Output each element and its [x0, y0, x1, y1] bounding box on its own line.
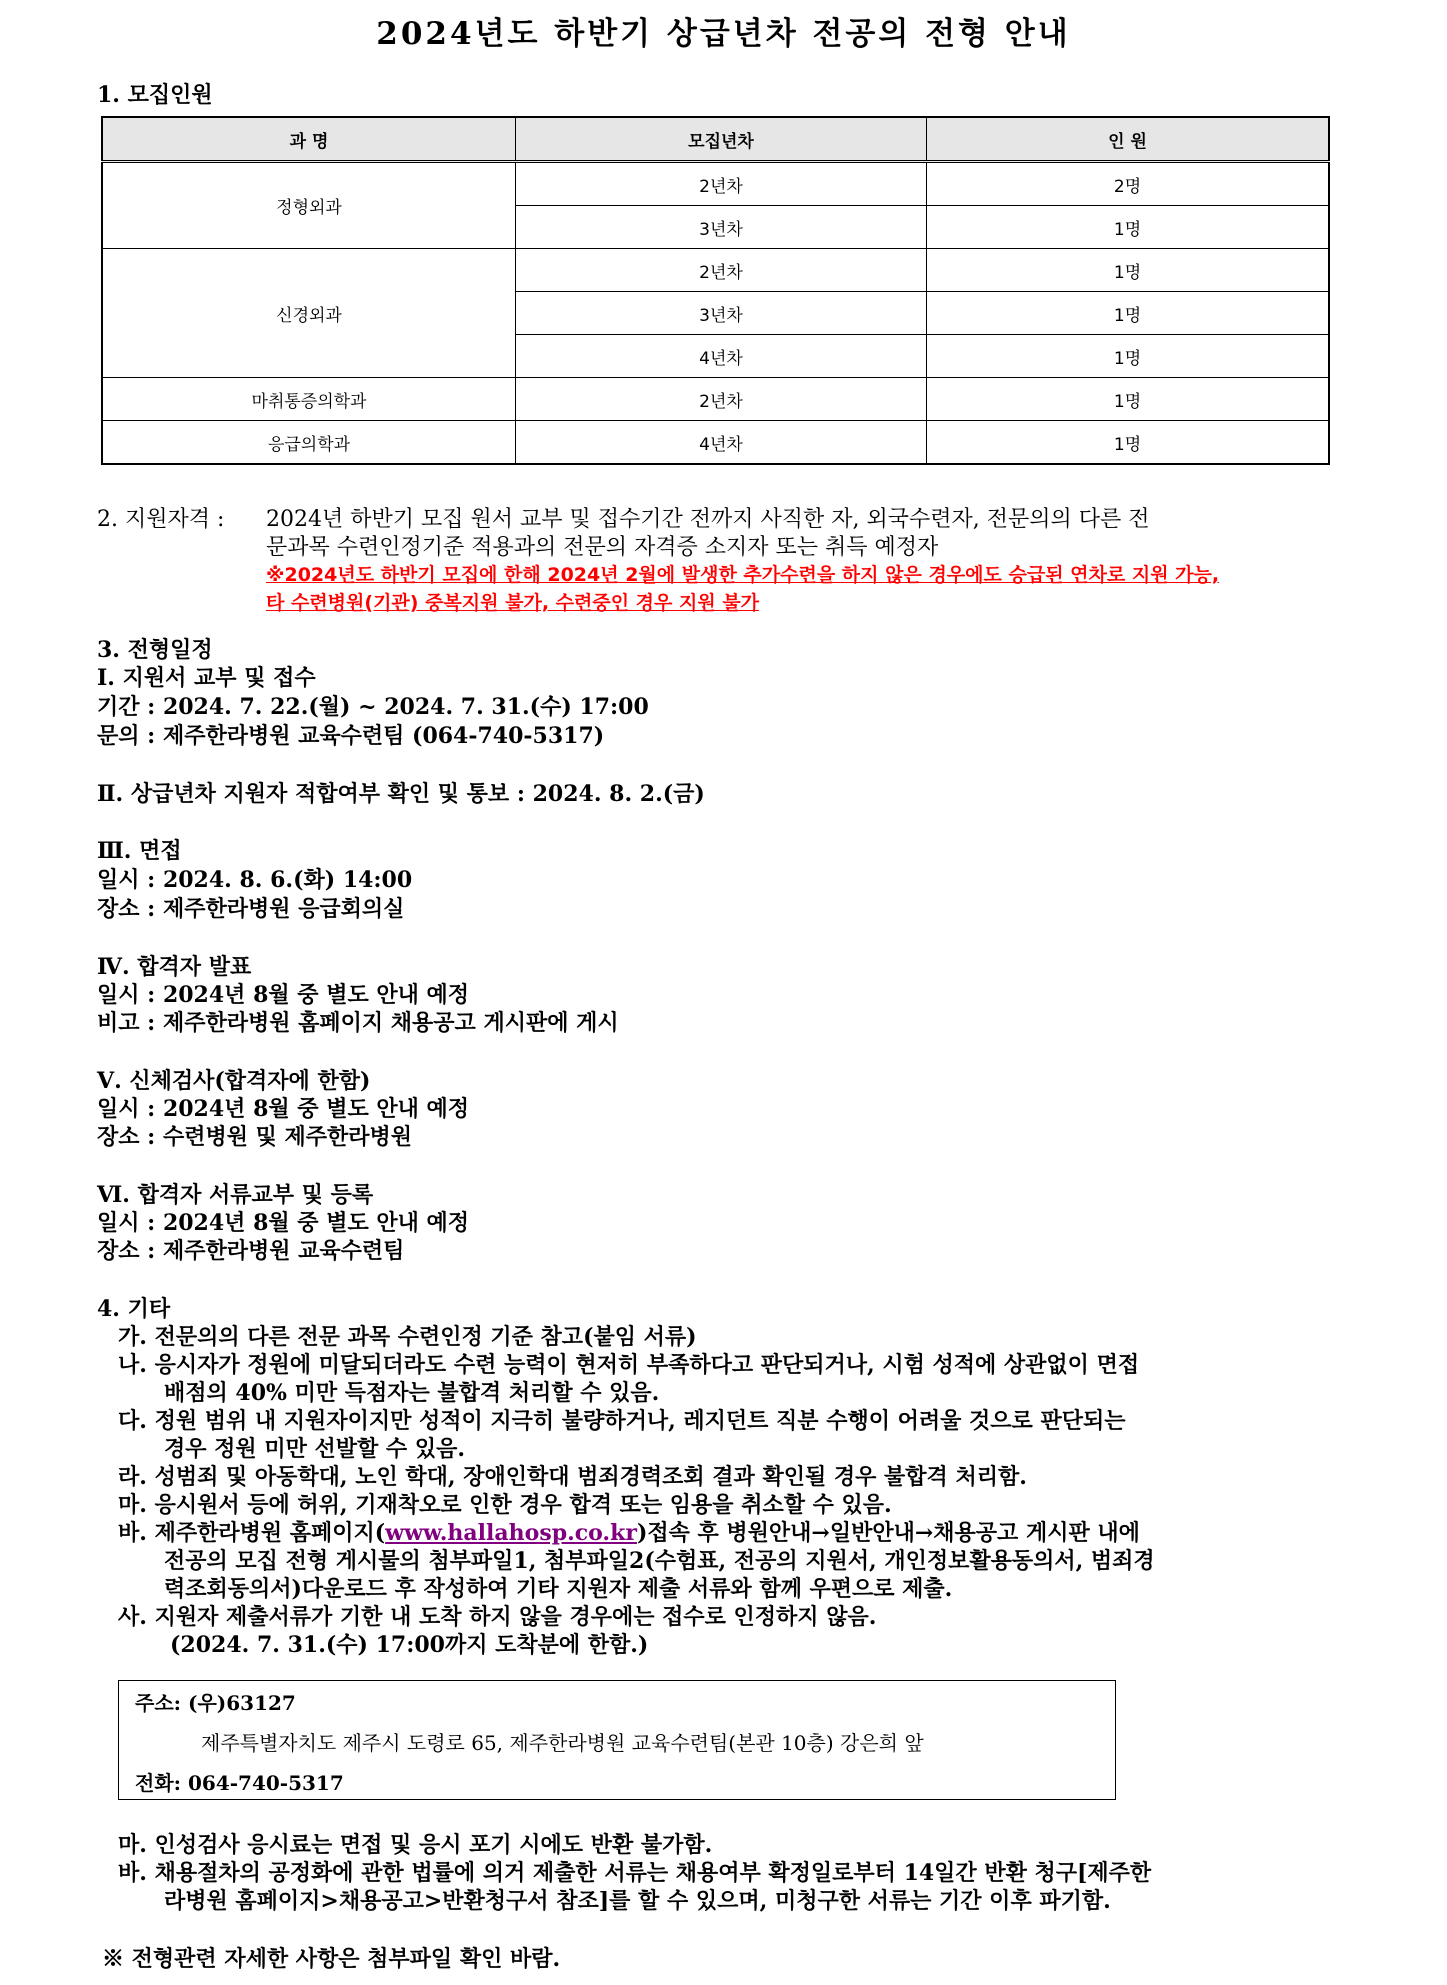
item-ba-suffix: )접속 후 병원안내→일반안내→채용공고 게시판 내에 — [636, 1520, 1140, 1546]
phone-line: 전화: 064-740-5317 — [135, 1771, 344, 1795]
item-da-line1: 다. 정원 범위 내 지원자이지만 성적이 지극히 불량하거나, 레지던트 직분 수행이 어려울 것으로 판단되는 — [118, 1408, 1126, 1434]
item-ba2-line1: 바. 채용절차의 공정화에 관한 법률에 의거 제출한 서류는 채용여부 확정일로부터 14일간 반환 청구[제주한 — [118, 1860, 1152, 1886]
year-cell: 2년차 — [516, 249, 927, 292]
count-cell: 1명 — [927, 421, 1330, 465]
item-sa-line1: 사. 지원자 제출서류가 기한 내 도착 하지 않을 경우에는 접수로 인정하지 않음. — [118, 1604, 877, 1630]
address-line: 제주특별자치도 제주시 도령로 65, 제주한라병원 교육수련팀(본관 10층) 강은희 앞 — [201, 1731, 924, 1755]
year-cell: 4년차 — [516, 421, 927, 465]
homepage-link[interactable]: www.hallahosp.co.kr — [385, 1520, 637, 1546]
step6-title: Ⅵ. 합격자 서류교부 및 등록 — [97, 1182, 374, 1208]
step5-title: Ⅴ. 신체검사(합격자에 한함) — [97, 1068, 371, 1094]
count-cell: 1명 — [927, 378, 1330, 421]
step4-note: 비고 : 제주한라병원 홈페이지 채용공고 게시판에 게시 — [97, 1010, 619, 1036]
step5-place: 장소 : 수련병원 및 제주한라병원 — [97, 1124, 413, 1150]
step6-date: 일시 : 2024년 8월 중 별도 안내 예정 — [97, 1210, 470, 1236]
address-label: 주소: (우)63127 — [135, 1691, 296, 1715]
year-cell: 2년차 — [516, 378, 927, 421]
column-header-dept: 과 명 — [102, 117, 516, 162]
step3-date: 일시 : 2024. 8. 6.(화) 14:00 — [97, 867, 413, 893]
section2-line2: 문과목 수련인정기준 적용과의 전문의 자격증 소지자 또는 취득 예정자 — [266, 535, 939, 560]
item-na-line2: 배점의 40% 미만 득점자는 불합격 처리할 수 있음. — [164, 1380, 660, 1406]
step6-place: 장소 : 제주한라병원 교육수련팀 — [97, 1238, 405, 1264]
table-row — [102, 249, 1329, 292]
footer-note: ※ 전형관련 자세한 사항은 첨부파일 확인 바람. — [102, 1946, 561, 1972]
year-cell: 3년차 — [516, 206, 927, 249]
notice-line1: ※2024년도 하반기 모집에 한해 2024년 2월에 발생한 추가수련을 하지 않은 경우에도 승급된 연차로 지원 가능, — [266, 564, 1220, 586]
table-header-row — [102, 117, 1329, 162]
column-header-year: 모집년차 — [516, 117, 927, 162]
step3-place: 장소 : 제주한라병원 응급회의실 — [97, 896, 405, 922]
count-cell: 1명 — [927, 206, 1330, 249]
document-title: 2024년도 하반기 상급년차 전공의 전형 안내 — [376, 16, 1071, 52]
step1-period: 기간 : 2024. 7. 22.(월) ~ 2024. 7. 31.(수) 17:00 — [97, 694, 649, 720]
year-cell: 4년차 — [516, 335, 927, 378]
column-header-count: 인 원 — [927, 117, 1330, 162]
section1-heading: 1. 모집인원 — [97, 82, 213, 108]
step5-date: 일시 : 2024년 8월 중 별도 안내 예정 — [97, 1096, 470, 1122]
notice-line2: 타 수련병원(기관) 중복지원 불가, 수련중인 경우 지원 불가 — [266, 592, 760, 614]
item-ra: 라. 성범죄 및 아동학대, 노인 학대, 장애인학대 범죄경력조회 결과 확인될 경우 불합격 처리함. — [118, 1464, 1027, 1490]
item-ba-prefix: 바. 제주한라병원 홈페이지( — [118, 1520, 386, 1546]
item-sa-line2: (2024. 7. 31.(수) 17:00까지 도착분에 한함.) — [170, 1632, 649, 1658]
year-cell: 3년차 — [516, 292, 927, 335]
step2-title: Ⅱ. 상급년차 지원자 적합여부 확인 및 통보 : 2024. 8. 2.(금) — [97, 781, 705, 807]
item-ba2-line2: 라병원 홈페이지>채용공고>반환청구서 참조]를 할 수 있으며, 미청구한 서류는 기간 이후 파기함. — [164, 1888, 1111, 1914]
step4-title: Ⅳ. 합격자 발표 — [97, 954, 252, 980]
table-row — [102, 421, 1329, 465]
count-cell: 1명 — [927, 335, 1330, 378]
recruitment-table — [101, 116, 1330, 465]
step1-contact: 문의 : 제주한라병원 교육수련팀 (064-740-5317) — [97, 723, 605, 749]
item-ba-line3: 력조회동의서)다운로드 후 작성하여 기타 지원자 제출 서류와 함께 우편으로 제출. — [164, 1576, 953, 1602]
item-ma: 마. 응시원서 등에 허위, 기재착오로 인한 경우 합격 또는 임용을 취소할 수 있음. — [118, 1492, 892, 1518]
step4-date: 일시 : 2024년 8월 중 별도 안내 예정 — [97, 982, 470, 1008]
address-box — [118, 1680, 1116, 1800]
step1-title: Ⅰ. 지원서 교부 및 접수 — [97, 665, 316, 691]
section2-line1: 2024년 하반기 모집 원서 교부 및 접수기간 전까지 사직한 자, 외국수련자, 전문의의 다른 전 — [266, 507, 1150, 532]
section3-heading: 3. 전형일정 — [97, 637, 213, 663]
item-na-line1: 나. 응시자가 정원에 미달되더라도 수련 능력이 현저히 부족하다고 판단되거나, 시험 성적에 상관없이 면접 — [118, 1352, 1140, 1378]
count-cell: 2명 — [927, 162, 1330, 206]
item-ba-line1 — [118, 1516, 1140, 1547]
section2-label: 2. 지원자격 : — [97, 507, 225, 532]
dept-cell: 응급의학과 — [102, 421, 516, 465]
section4-heading: 4. 기타 — [97, 1296, 171, 1322]
item-ga: 가. 전문의의 다른 전문 과목 수련인정 기준 참고(붙임 서류) — [118, 1324, 697, 1350]
dept-cell: 마취통증의학과 — [102, 378, 516, 421]
table-row — [102, 162, 1329, 206]
dept-cell: 신경외과 — [102, 249, 516, 378]
dept-cell: 정형외과 — [102, 162, 516, 249]
year-cell: 2년차 — [516, 162, 927, 206]
count-cell: 1명 — [927, 249, 1330, 292]
step3-title: Ⅲ. 면접 — [97, 838, 182, 864]
item-da-line2: 경우 정원 미만 선발할 수 있음. — [164, 1436, 465, 1462]
count-cell: 1명 — [927, 292, 1330, 335]
item-ba-line2: 전공의 모집 전형 게시물의 첨부파일1, 첨부파일2(수험표, 전공의 지원서, 개인정보활용동의서, 범죄경 — [164, 1548, 1155, 1574]
table-row — [102, 378, 1329, 421]
item-ma2: 마. 인성검사 응시료는 면접 및 응시 포기 시에도 반환 불가함. — [118, 1832, 713, 1858]
